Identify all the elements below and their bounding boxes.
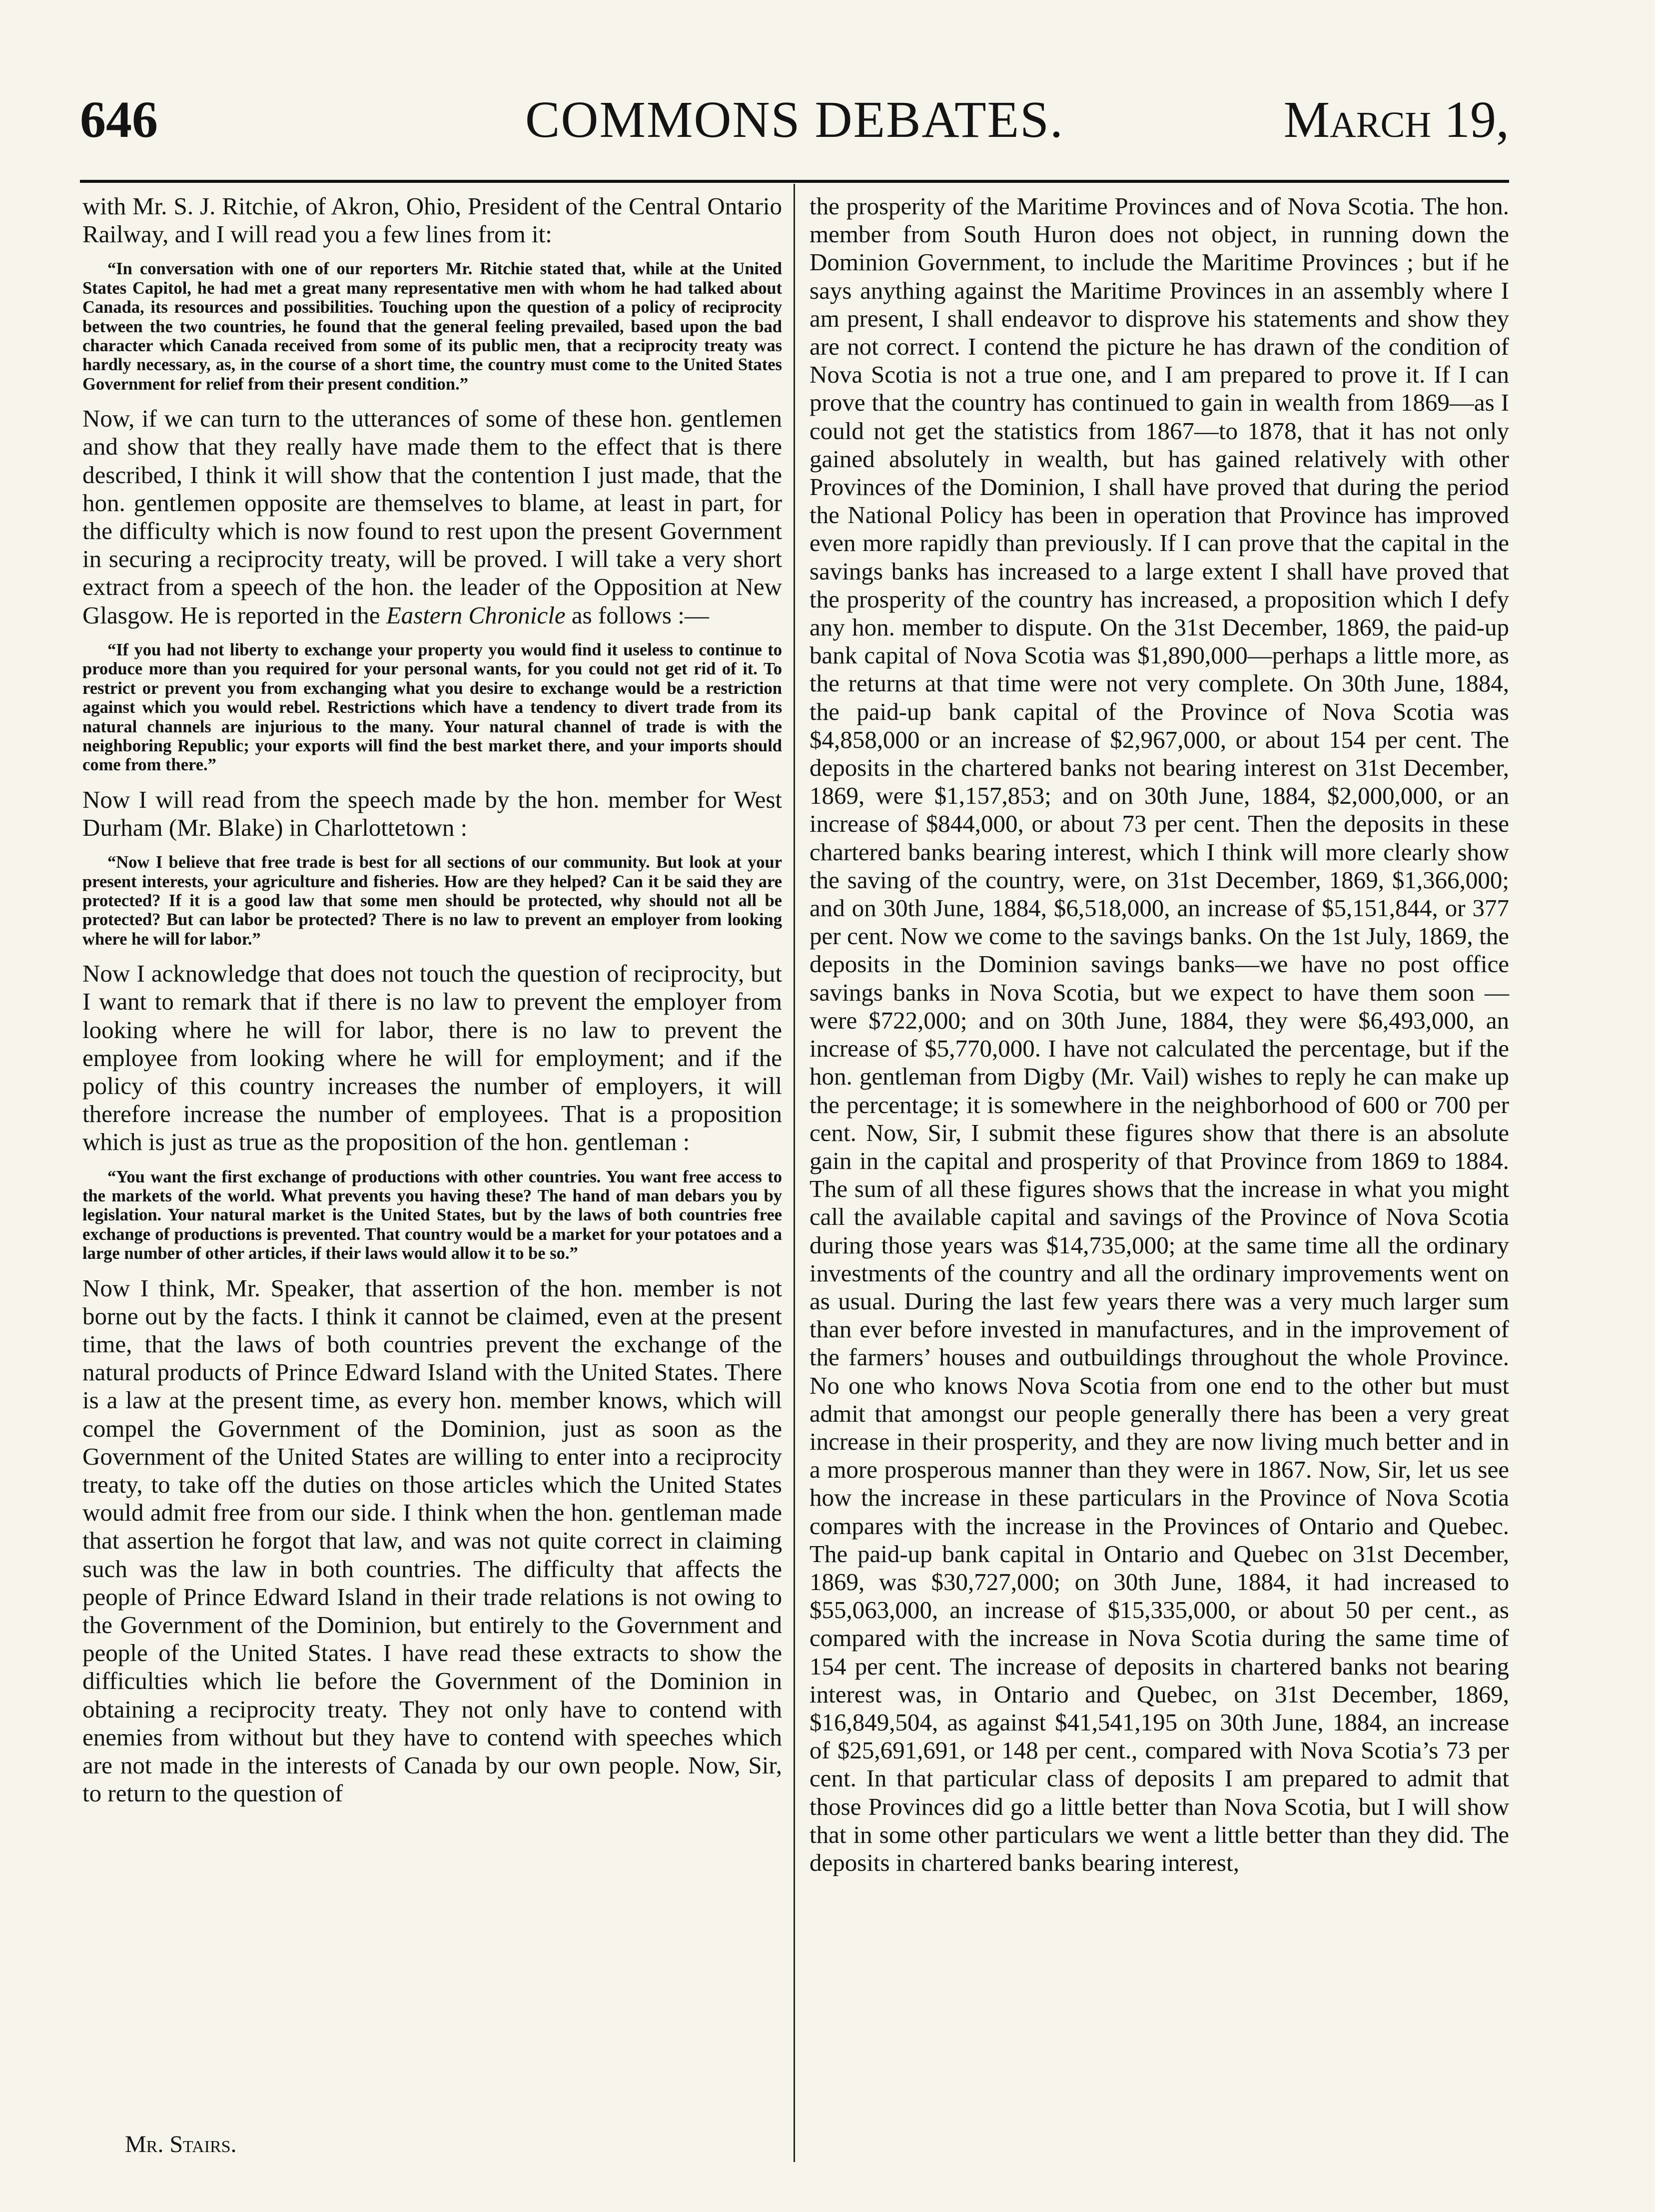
paragraph-text: as follows :— xyxy=(565,601,709,629)
page-number: 646 xyxy=(80,91,158,148)
running-title: COMMONS DEBATES. xyxy=(525,91,1064,148)
paragraph: Now I think, Mr. Speaker, that assertion of the hon. member is not borne out by the facts. I think it cannot be claimed, even at the present time, that the laws of both countries prevent the exchange of the natural products of Prince Edward Island with the United States. There is a law at the present time, as every hon. member knows, which will compel the Government of the Dominion, just as soon as the Government of the United States are willing to enter into a reciprocity treaty, to take off the duties on those articles which the United States would admit free from our side. I think when the hon. gentleman made that assertion he forgot that law, and was not quite correct in claiming such was the law in both countries. The difficulty that affects the people of Prince Edward Island in their trade relations is not owing to the Government of the Dominion, but entirely to the Government and people of the United States. I have read these extracts to show the difficulties which lie before the Government of the Dominion in obtaining a reciprocity treaty. They not only have to contend with enemies from without but they have to contend with speeches which are not made in the interests of Canada by our own people. Now, Sir, to return to the question of xyxy=(82,1274,782,1807)
paragraph: with Mr. S. J. Ritchie, of Akron, Ohio, President of the Central Ontario Railway, and I will read you a few lines from it: xyxy=(82,192,782,248)
column-divider xyxy=(794,184,795,2162)
block-quote: “You want the first exchange of productions with other countries. You want free access to the markets of the world. What prevents you having these? The hand of man debars you by legislation. Your natural market is the United States, but by the laws of both countries free exchange of productions is prevented. That country would be a market for your potatoes and a large number of other articles, if their laws would allow it to be so.” xyxy=(82,1167,782,1263)
speaker-name: Mr. Stairs. xyxy=(125,2131,237,2158)
paragraph xyxy=(82,405,782,629)
block-quote: “If you had not liberty to exchange your property you would find it useless to continue to produce more than you required for your personal wants, for you could not get rid of it. To restrict or prevent you from exchanging what you desire to exchange would be a restriction against which you would rebel. Restrictions which have a tendency to divert trade from its natural channels are injurious to the many. Your natural channel of trade is with the neighboring Republic; your exports will find the best market there, and your imports should come from there.” xyxy=(82,640,782,775)
paragraph: Now I will read from the speech made by the hon. member for West Durham (Mr. Blake) in Charlottetown : xyxy=(82,785,782,841)
header-date: March 19, xyxy=(1283,91,1509,148)
paragraph: Now I acknowledge that does not touch the question of reciprocity, but I want to remark that if there is no law to prevent the employer from looking where he will for labor, there is no law to prevent the employee from looking where he will for employment; and if the policy of this country increases the number of employers, it will therefore increase the number of employees. That is a proposition which is just as true as the proposition of the hon. gentleman : xyxy=(82,960,782,1156)
right-column xyxy=(810,192,1509,1877)
page-header xyxy=(80,87,1509,157)
left-column xyxy=(82,192,782,1807)
block-quote: “Now I believe that free trade is best for all sections of our community. But look at your present interests, your agriculture and fisheries. How are they helped? Can it be said they are protected? If it is a good law that some men should be protected, why should not all be protected? But can labor be protected? There is no law to prevent an employer from looking where he will for labor.” xyxy=(82,853,782,949)
block-quote: “In conversation with one of our reporters Mr. Ritchie stated that, while at the United States Capitol, he had met a great many representative men with whom he had talked about Canada, its resources and possibilities. Touching upon the question of a policy of reciprocity between the two countries, he found that the general feeling prevailed, based upon the bad character which Canada received from some of its public men, that a reciprocity treaty was hardly necessary, as, in the course of a short time, the country must come to the United States Government for relief from their present condition.” xyxy=(82,259,782,394)
header-rule xyxy=(80,180,1509,183)
paragraph: the prosperity of the Maritime Provinces and of Nova Scotia. The hon. member from South Huron does not object, in running down the Dominion Government, to include the Maritime Provinces ; but if he says anything against the Maritime Provinces in an assembly where I am present, I shall endeavor to disprove his statements and show they are not correct. I contend the picture he has drawn of the condition of Nova Scotia is not a true one, and I am prepared to prove it. If I can prove that the country has continued to gain in wealth from 1869—as I could not get the statistics from 1867—to 1878, that it has not only gained absolutely in wealth, but has gained relatively with other Provinces of the Dominion, I shall have proved that during the period the National Policy has been in operation that Province has improved even more rapidly than previously. If I can prove that the capital in the savings banks has increased to a large extent I shall have proved that the prosperity of the country has increased, a proposition which I defy any hon. member to dispute. On the 31st December, 1869, the paid-up bank capital of Nova Scotia was $1,890,000—perhaps a little more, as the returns at that time were not very complete. On 30th June, 1884, the paid-up bank capital of the Province of Nova Scotia was $4,858,000 or an increase of $2,967,000, or about 154 per cent. The deposits in the chartered banks not bearing interest on 31st December, 1869, were $1,157,853; and on 30th June, 1884, $2,000,000, or an increase of $844,000, or about 73 per cent. Then the deposits in these chartered banks bearing interest, which I think will more clearly show the saving of the country, were, on 31st December, 1869, $1,366,000; and on 30th June, 1884, $6,518,000, an increase of $5,151,844, or 377 per cent. Now we come to the savings banks. On the 1st July, 1869, the deposits in the Dominion savings banks—we have no post office savings banks in Nova Scotia, but we expect to have them soon —were $722,000; and on 30th June, 1884, they were $6,493,000, an increase of $5,770,000. I have not calculated the percentage, but if the hon. gentleman from Digby (Mr. Vail) wishes to reply he can make up the percentage; it is somewhere in the neighborhood of 600 or 700 per cent. Now, Sir, I submit these figures show that there is an absolute gain in the capital and prosperity of that Province from 1869 to 1884. The sum of all these figures shows that the increase in what you might call the available capital and savings of the Province of Nova Scotia during those years was $14,735,000; at the same time all the ordinary investments of the country and all the ordinary improvements went on as usual. During the last few years there was a very much larger sum than ever before invested in manufactures, and in the improvement of the farmers’ houses and outbuildings throughout the whole Province. No one who knows Nova Scotia from one end to the other but must admit that amongst our people generally there has been a very great increase in their prosperity, and they are now living much better and in a more prosperous manner than they were in 1867. Now, Sir, let us see how the increase in these particulars in the Province of Nova Scotia compares with the increase in the Provinces of Ontario and Quebec. The paid-up bank capital in Ontario and Quebec on 31st December, 1869, was $30,727,000; on 30th June, 1884, it had increased to $55,063,000, an increase of $15,335,000, or about 50 per cent., as compared with the increase in Nova Scotia during the same time of 154 per cent. The increase of deposits in chartered banks not bearing interest was, in Ontario and Quebec, on 31st December, 1869, $16,849,504, as against $41,541,195 on 30th June, 1884, an increase of $25,691,691, or 148 per cent., compared with Nova Scotia’s 73 per cent. In that particular class of deposits I am prepared to admit that those Provinces did go a little better than Nova Scotia, but I will show that in some other particulars we went a little better than they did. The deposits in chartered banks bearing interest, xyxy=(810,192,1509,1876)
newspaper-title: Eastern Chronicle xyxy=(386,601,566,629)
paragraph-text: Now, if we can turn to the utterances of some of these hon. gentlemen and show that they really have made them to the effect that is there described, I think it will show that the contention I just made, that the hon. gentlemen opposite are themselves to blame, at least in part, for the difficulty which is now found to rest upon the present Government in securing a reciprocity treaty, will be proved. I will take a very short extract from a speech of the hon. the leader of the Opposition at New Glasgow. He is reported in the xyxy=(82,405,782,629)
